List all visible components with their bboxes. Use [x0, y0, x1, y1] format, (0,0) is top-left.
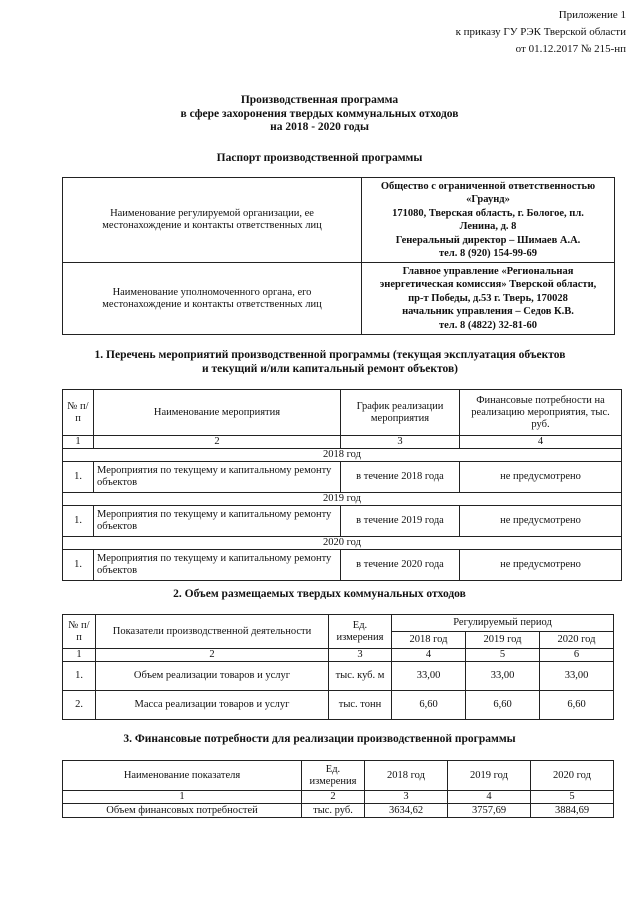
row-name: Объем реализации товаров и услуг	[96, 662, 329, 691]
passport-value-line: энергетическая комиссия» Тверской области,	[379, 279, 597, 291]
row-schedule: в течение 2018 года	[341, 462, 460, 493]
col-header-name: Наименование мероприятия	[94, 390, 341, 436]
program-title-line-2: в сфере захоронения твердых коммунальных отходов	[180, 107, 459, 120]
index-cell: 1	[63, 791, 302, 804]
col-header-unit: Ед. измерения	[302, 761, 365, 791]
row-finance: не предусмотрено	[460, 462, 622, 493]
index-cell: 4	[392, 649, 466, 662]
program-title-line-1: Производственная программа	[240, 94, 399, 106]
row-value-2018: 6,60	[392, 691, 466, 720]
index-row	[63, 791, 614, 804]
table-header-row	[63, 615, 614, 632]
index-row	[63, 649, 614, 662]
col-header-2020: 2020 год	[540, 632, 614, 649]
finance-table	[62, 760, 614, 818]
col-header-period: Регулируемый период	[392, 615, 614, 632]
section1-heading-line-1: 1. Перечень мероприятий производственной программы (текущая эксплуатация объектов	[94, 349, 566, 361]
col-header-indicator: Показатели производственной деятельности	[96, 615, 329, 649]
row-name: Масса реализации товаров и услуг	[96, 691, 329, 720]
row-num: 2.	[63, 691, 96, 720]
index-cell: 3	[341, 436, 460, 449]
row-value-2019: 33,00	[466, 662, 540, 691]
row-schedule: в течение 2020 года	[341, 550, 460, 581]
col-header-finance: Финансовые потребности на реализацию мероприятия, тыс. руб.	[460, 390, 622, 436]
row-value-2019: 3757,69	[448, 804, 531, 818]
row-name: Мероприятия по текущему и капитальному ремонту объектов	[94, 550, 341, 581]
table-header-row	[63, 761, 614, 791]
row-name: Объем финансовых потребностей	[63, 804, 302, 818]
passport-row	[63, 178, 615, 263]
col-header-schedule: График реализации мероприятия	[341, 390, 460, 436]
row-unit: тыс. руб.	[302, 804, 365, 818]
table-row	[63, 662, 614, 691]
appendix-line-1: Приложение 1	[558, 9, 626, 21]
section1-heading-line-2: и текущий и/или капитальный ремонт объектов)	[201, 363, 458, 375]
program-title	[0, 94, 639, 135]
row-unit: тыс. куб. м	[329, 662, 392, 691]
row-unit: тыс. тонн	[329, 691, 392, 720]
table-row	[63, 550, 622, 581]
appendix-line-2: к приказу ГУ РЭК Тверской области	[455, 26, 626, 38]
passport-value-line: Главное управление «Региональная	[402, 265, 574, 277]
index-cell: 3	[329, 649, 392, 662]
year-row	[63, 449, 622, 462]
year-label: 2018 год	[63, 449, 622, 462]
row-value-2018: 33,00	[392, 662, 466, 691]
appendix-line-3: от 01.12.2017 № 215-нп	[515, 43, 626, 55]
index-row	[63, 436, 622, 449]
passport-value-line: «Граунд»	[466, 194, 510, 205]
row-value-2020: 3884,69	[531, 804, 614, 818]
row-name: Мероприятия по текущему и капитальному ремонту объектов	[94, 462, 341, 493]
index-cell: 2	[94, 436, 341, 449]
year-label: 2019 год	[63, 493, 622, 506]
col-header-num: № п/п	[63, 390, 94, 436]
index-cell: 2	[302, 791, 365, 804]
passport-heading: Паспорт производственной программы	[216, 152, 423, 164]
passport-label: Наименование уполномоченного органа, его местонахождение и контакты ответственных лиц	[63, 263, 362, 335]
passport-label: Наименование регулируемой организации, ее местонахождение и контакты ответственных лиц	[63, 178, 362, 263]
table-row	[63, 691, 614, 720]
passport-table	[62, 177, 615, 335]
row-value-2020: 6,60	[540, 691, 614, 720]
year-label: 2020 год	[63, 537, 622, 550]
row-value-2020: 33,00	[540, 662, 614, 691]
appendix-block	[326, 7, 626, 58]
col-header-num: № п/п	[63, 615, 96, 649]
row-num: 1.	[63, 462, 94, 493]
year-row	[63, 493, 622, 506]
section1-heading	[30, 348, 630, 376]
index-cell: 3	[365, 791, 448, 804]
passport-value-line: тел. 8 (920) 154-99-69	[439, 248, 537, 259]
index-cell: 1	[63, 649, 96, 662]
passport-value-line: Генеральный директор – Шимаев А.А.	[395, 234, 581, 246]
row-finance: не предусмотрено	[460, 506, 622, 537]
passport-value-line: Общество с ограниченной ответственностью	[380, 180, 596, 192]
passport-value-line: пр-т Победы, д.53 г. Тверь, 170028	[408, 292, 568, 304]
index-cell: 5	[531, 791, 614, 804]
passport-value-line: начальник управления – Седов К.В.	[402, 306, 574, 318]
col-header-2018: 2018 год	[392, 632, 466, 649]
passport-value-line: Ленина, д. 8	[459, 221, 517, 232]
col-header-2020: 2020 год	[531, 761, 614, 791]
row-num: 1.	[63, 550, 94, 581]
section2-heading: 2. Объем размещаемых твердых коммунальных отходов	[173, 588, 466, 600]
index-cell: 6	[540, 649, 614, 662]
volume-table	[62, 614, 614, 720]
activities-table	[62, 389, 622, 581]
index-cell: 5	[466, 649, 540, 662]
row-name: Мероприятия по текущему и капитальному ремонту объектов	[94, 506, 341, 537]
section3-heading: 3. Финансовые потребности для реализации производственной программы	[123, 733, 516, 745]
row-value-2018: 3634,62	[365, 804, 448, 818]
row-schedule: в течение 2019 года	[341, 506, 460, 537]
passport-value-line: тел. 8 (4822) 32-81-60	[439, 319, 537, 331]
table-row	[63, 506, 622, 537]
col-header-name: Наименование показателя	[63, 761, 302, 791]
col-header-2018: 2018 год	[365, 761, 448, 791]
row-finance: не предусмотрено	[460, 550, 622, 581]
program-title-line-3: на 2018 - 2020 годы	[270, 121, 369, 133]
passport-value	[362, 263, 615, 335]
col-header-2019: 2019 год	[466, 632, 540, 649]
col-header-2019: 2019 год	[448, 761, 531, 791]
col-header-unit: Ед. измерения	[329, 615, 392, 649]
row-value-2019: 6,60	[466, 691, 540, 720]
row-num: 1.	[63, 506, 94, 537]
row-num: 1.	[63, 662, 96, 691]
index-cell: 4	[460, 436, 622, 449]
table-row	[63, 462, 622, 493]
passport-value-line: 171080, Тверская область, г. Бологое, пл.	[392, 207, 584, 219]
index-cell: 4	[448, 791, 531, 804]
index-cell: 2	[96, 649, 329, 662]
passport-row	[63, 263, 615, 335]
passport-value	[362, 178, 615, 263]
index-cell: 1	[63, 436, 94, 449]
year-row	[63, 537, 622, 550]
table-row	[63, 804, 614, 818]
table-header-row	[63, 390, 622, 436]
